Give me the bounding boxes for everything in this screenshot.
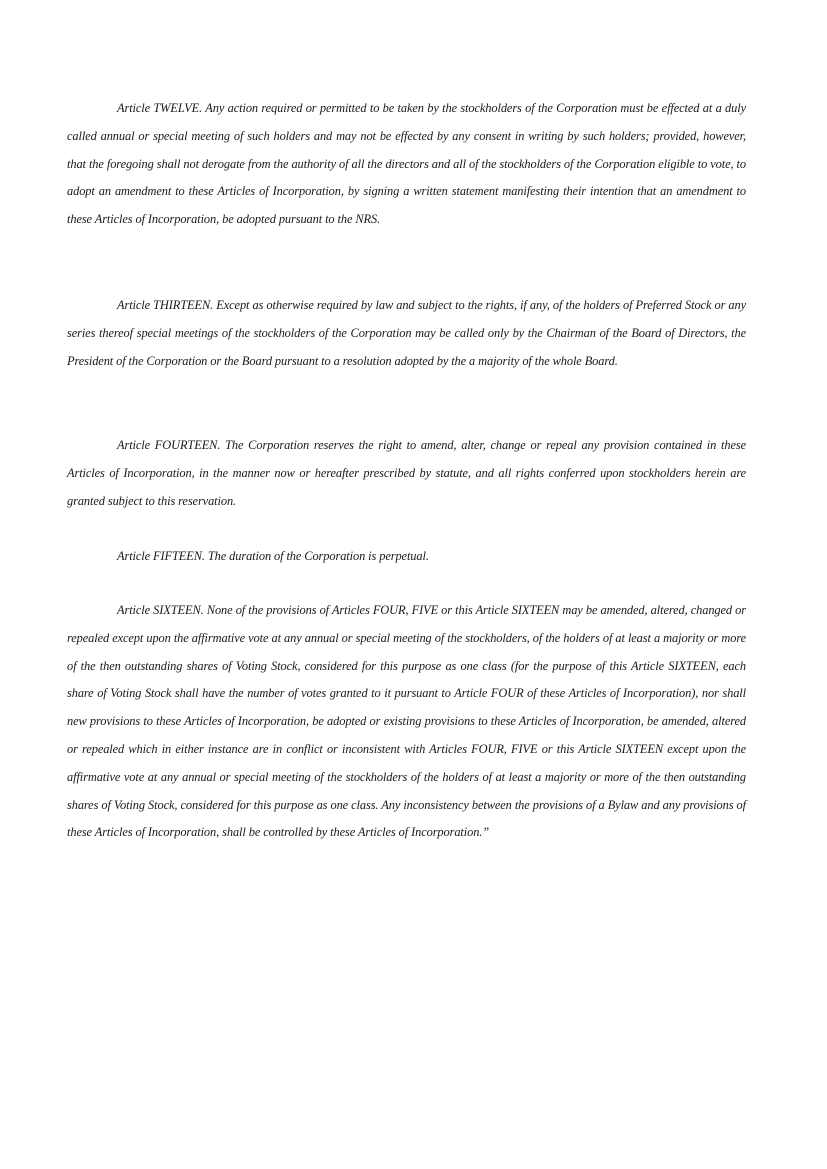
article-fourteen-paragraph: Article FOURTEEN. The Corporation reserves the right to amend, alter, change or repeal any provision contained in these Articles of Incorporation, in the manner now or hereafter prescribed by statute, and all rights conferred upon stockholders herein are granted subject to this reservation. [67, 438, 746, 508]
article-fifteen-paragraph: Article FIFTEEN. The duration of the Corporation is perpetual. [117, 549, 429, 563]
article-twelve-paragraph: Article TWELVE. Any action required or permitted to be taken by the stockholders of the Corporation must be effected at a duly called annual or special meeting of such holders and may not be effected by any consent in writing by such holders; provided, however, that the foregoing shall not derogate from the authority of all the directors and all of the stockholders of the Corporation eligible to vote, to adopt an amendment to these Articles of Incorporation, by signing a written statement manifesting their intention that an amendment to these Articles of Incorporation, be adopted pursuant to the NRS. [67, 101, 746, 227]
article-sixteen-paragraph: Article SIXTEEN. None of the provisions of Articles FOUR, FIVE or this Article SIXTEEN may be amended, altered, changed or repealed except upon the affirmative vote at any annual or special meeting of the stockholders, of the holders of at least a majority or more of the then outstanding shares of Voting Stock, considered for this purpose as one class (for the purpose of this Article SIXTEEN, each share of Voting Stock shall have the number of votes granted to it pursuant to Article FOUR of these Articles of Incorporation), nor shall new provisions to these Articles of Incorporation, be adopted or existing provisions to these Articles of Incorporation, be amended, altered or repealed which in either instance are in conflict or inconsistent with Articles FOUR, FIVE or this Article SIXTEEN except upon the affirmative vote at any annual or special meeting of the stockholders of the holders of at least a majority or more of the then outstanding shares of Voting Stock, considered for this purpose as one class. Any inconsistency between the provisions of a Bylaw and any provisions of these Articles of Incorporation, shall be controlled by these Articles of Incorporation.” [67, 603, 746, 840]
article-thirteen-paragraph: Article THIRTEEN. Except as otherwise required by law and subject to the rights, if any, of the holders of Preferred Stock or any series thereof special meetings of the stockholders of the Corporation may be called only by the Chairman of the Board of Directors, the President of the Corporation or the Board pursuant to a resolution adopted by the a majority of the whole Board. [67, 298, 746, 368]
